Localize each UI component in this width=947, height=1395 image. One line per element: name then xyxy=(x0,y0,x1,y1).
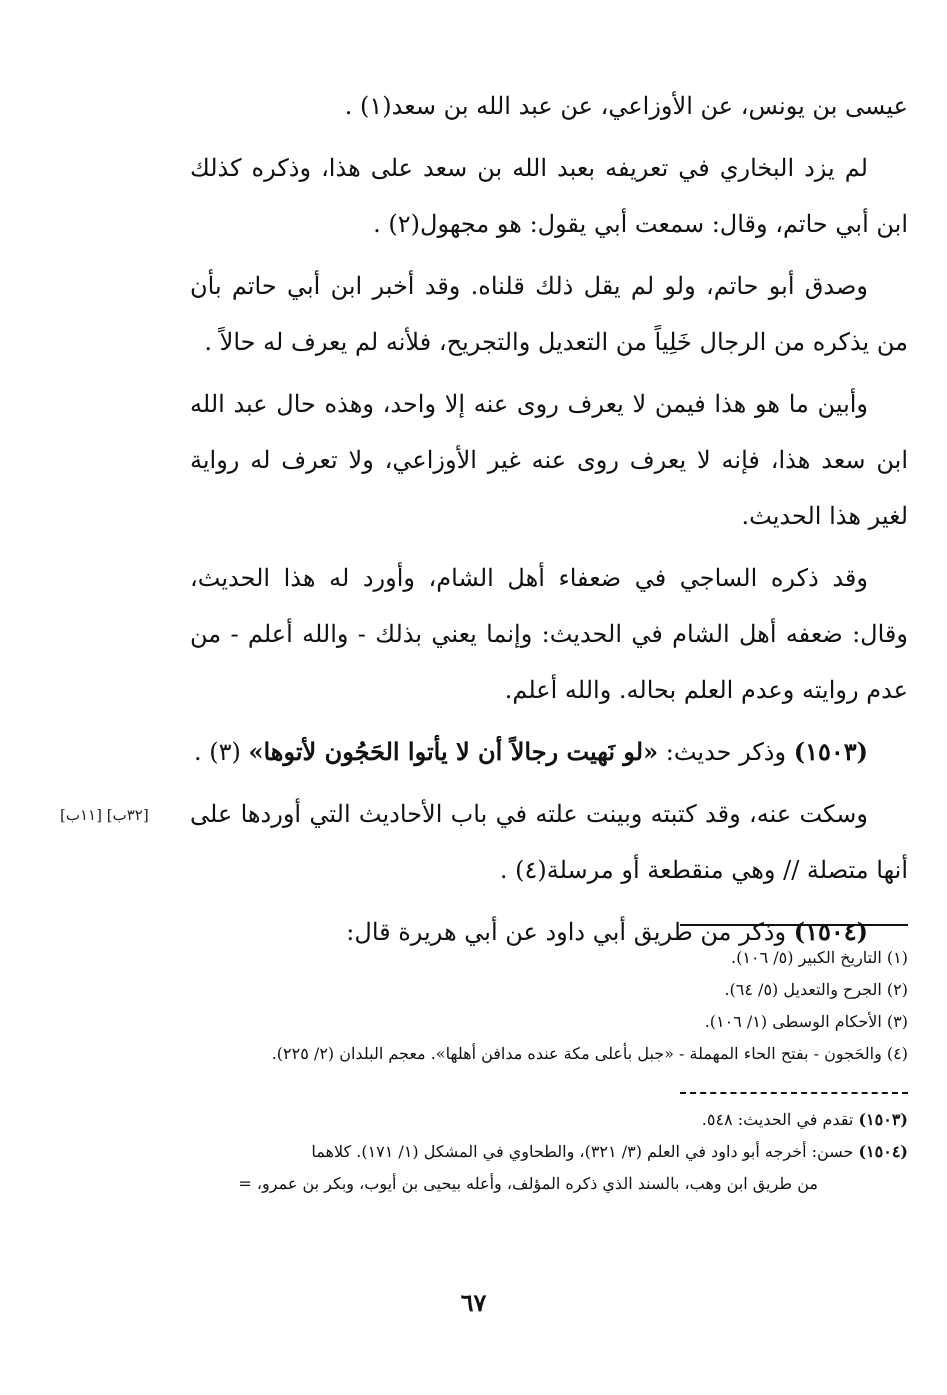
footnote-1: (١) التاريخ الكبير (٥/ ١٠٦). xyxy=(731,948,908,967)
note-text: حسن: أخرجه أبو داود في العلم (٣/ ٣٢١)، والطحاوي في المشكل (١/ ١٧١). كلاهما xyxy=(311,1142,854,1161)
note-text: تقدم في الحديث: ٥٤٨. xyxy=(701,1110,854,1129)
paragraph-2: لم يزد البخاري في تعريفه بعبد الله بن سعد على هذا، وذكره كذلك ابن أبي حاتم، وقال: سمعت أبي يقول: هو مجهول(٢) . xyxy=(190,154,908,238)
hadith-note-1504 xyxy=(190,1136,908,1168)
paragraph-after-1503: وسكت عنه، وقد كتبته وبينت علته في باب الأحاديث التي أوردها على أنها متصلة // وهي منقطعة أو مرسلة(٤) . xyxy=(190,800,908,884)
footnote-4: (٤) والحَجون - بفتح الحاء المهملة - «جبل بأعلى مكة عنده مدافن أهلها». معجم البلدان (٢/ ٢٢٥). xyxy=(271,1044,908,1063)
note-number: (١٥٠٤) xyxy=(858,1142,908,1161)
manuscript-margin-reference: [٣٢ب] [١١ب] xyxy=(60,806,149,824)
hadith-note-1504-continued: من طريق ابن وهب، بالسند الذي ذكره المؤلف، وأعله بيحيى بن أيوب، وبكر بن عمرو، = xyxy=(238,1174,818,1193)
hadith-number: (١٥٠٣) xyxy=(793,737,868,766)
hadith-notes-divider xyxy=(680,1092,908,1094)
footnote-2: (٢) الجرح والتعديل (٥/ ٦٤). xyxy=(724,980,908,999)
hadith-1503 xyxy=(190,724,908,780)
footnote-3: (٣) الأحكام الوسطى (١/ ١٠٦). xyxy=(704,1012,908,1031)
hadith-footnote-ref: (٣) . xyxy=(193,738,241,766)
footnote-divider xyxy=(680,924,908,926)
hadith-text: وذكر من طريق أبي داود عن أبي هريرة قال: xyxy=(346,918,787,946)
main-text xyxy=(190,78,908,966)
note-number: (١٥٠٣) xyxy=(858,1110,908,1129)
hadith-quote: «لو نَهيت رجالاً أن لا يأتوا الحَجُون لأتوها» xyxy=(248,737,659,766)
paragraph-5: وقد ذكره الساجي في ضعفاء أهل الشام، وأورد له هذا الحديث، وقال: ضعفه أهل الشام في الحديث: وإنما يعني بذلك - والله أعلم - من عدم روايته وعدم العلم بحاله. والله أعلم. xyxy=(190,564,908,704)
footnotes xyxy=(190,942,908,1070)
paragraph-1: عيسى بن يونس، عن الأوزاعي، عن عبد الله بن سعد(١) . xyxy=(344,92,908,120)
hadith-number: (١٥٠٤) xyxy=(793,917,868,946)
paragraph-3: وصدق أبو حاتم، ولو لم يقل ذلك قلناه. وقد أخبر ابن أبي حاتم بأن من يذكره من الرجال خَلِياً من التعديل والتجريح، فلأنه لم يعرف له حالاً . xyxy=(190,272,908,356)
hadith-intro: وذكر حديث: xyxy=(658,738,787,766)
hadith-notes xyxy=(190,1104,908,1200)
paragraph-4: وأبين ما هو هذا فيمن لا يعرف روى عنه إلا واحد، وهذه حال عبد الله ابن سعد هذا، فإنه لا يعرف روى عنه غير الأوزاعي، ولا تعرف له رواية لغير هذا الحديث. xyxy=(190,390,908,530)
page-number: ٦٧ xyxy=(460,1288,487,1317)
hadith-note-1503 xyxy=(190,1104,908,1136)
